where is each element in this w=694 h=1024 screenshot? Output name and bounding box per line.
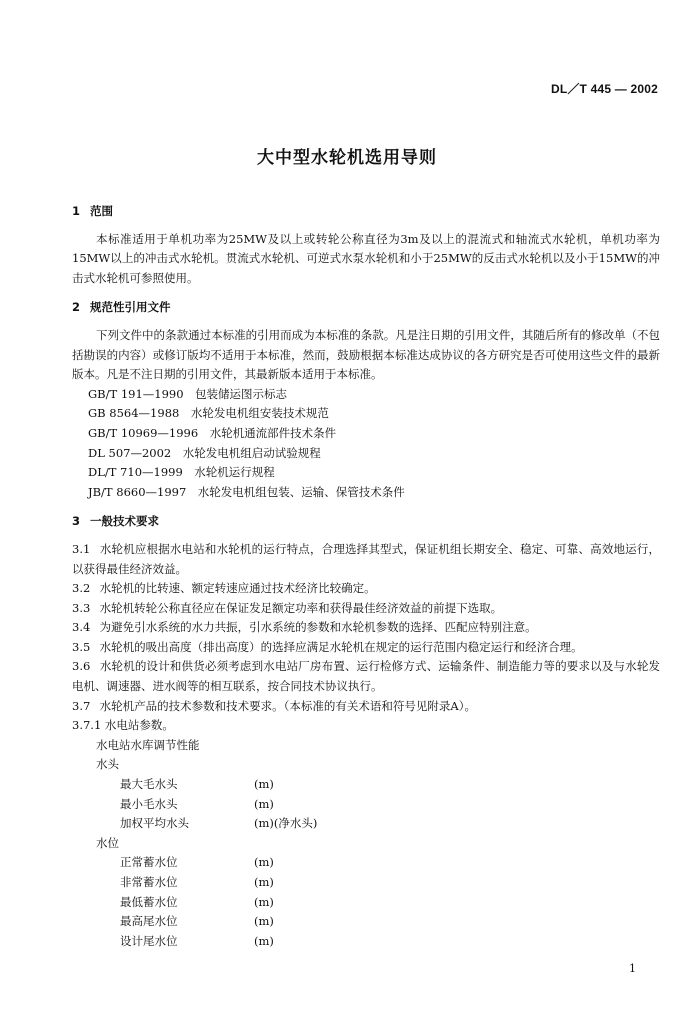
clause-3-7-1 xyxy=(72,716,660,736)
parameter-row xyxy=(72,795,660,815)
reference-item: JB/T 8660—1997 水轮发电机组包装、运输、保管技术条件 xyxy=(88,484,405,499)
parameter-label: 最小毛水头 xyxy=(120,796,178,811)
clause-number: 3.3 xyxy=(72,600,91,615)
page-title: 大中型水轮机选用导则 xyxy=(257,148,437,168)
clause-3-1 xyxy=(72,540,660,579)
section-number: 3 xyxy=(72,514,81,529)
clause-number: 3.2 xyxy=(72,581,91,596)
parameter-label: 非常蓄水位 xyxy=(120,875,178,889)
clause-text: 水轮机的比转速、额定转速应通过技术经济比较确定。 xyxy=(99,581,376,596)
clause-3-6 xyxy=(72,657,660,696)
clause-3-3 xyxy=(72,599,660,619)
clause-3-2 xyxy=(72,579,660,599)
parameter-row xyxy=(72,873,660,893)
section-2-paragraph: 下列文件中的条款通过本标准的引用而成为本标准的条款。凡是注日期的引用文件，其随后所有的修改单（不包括勘误的内容）或修订版均不适用于本标准，然而，鼓励根据本标准达成协议的各方研究是否可使用这些文件的最新版本。凡是不注日期的引用文件，其最新版本适用于本标准。 xyxy=(72,327,660,382)
reference-item: GB 8564—1988 水轮发电机组安装技术规范 xyxy=(88,406,329,421)
parameter-unit: (m)(净水头) xyxy=(254,816,318,831)
section-number: 1 xyxy=(72,204,81,218)
head-group-label: 水头 xyxy=(96,757,119,772)
parameter-unit: (m) xyxy=(254,933,274,948)
level-group-label: 水位 xyxy=(96,835,119,850)
clause-text: 水轮机应根据水电站和水轮机的运行特点，合理选择其型式，保证机组长期安全、稳定、可靠、高效地运行，以获得最佳经济效益。 xyxy=(72,541,661,576)
clause-number: 3.6 xyxy=(72,659,91,674)
section-2-heading xyxy=(72,298,660,318)
parameter-label: 正常蓄水位 xyxy=(120,855,178,870)
clause-number: 3.1 xyxy=(72,541,91,556)
section-3-heading xyxy=(72,512,660,532)
clause-3-5 xyxy=(72,638,660,658)
reference-item: GB/T 191—1990 包装储运图示标志 xyxy=(88,386,288,401)
parameter-unit: (m) xyxy=(254,894,274,909)
section-number: 2 xyxy=(72,300,81,315)
parameter-row xyxy=(72,932,660,952)
parameter-row xyxy=(72,775,660,795)
parameter-row xyxy=(72,853,660,873)
parameter-label: 最高尾水位 xyxy=(120,914,178,929)
reference-list xyxy=(72,385,660,503)
section-1-heading xyxy=(72,202,660,222)
parameter-unit: (m) xyxy=(254,855,274,870)
parameter-unit: (m) xyxy=(254,777,274,792)
section-title: 一般技术要求 xyxy=(90,514,159,529)
clause-text: 水轮机的设计和供货必须考虑到水电站厂房布置、运行检修方式、运输条件、制造能力等的要求以及与水轮发电机、调速器、进水阀等的相互联系，按合同技术协议执行。 xyxy=(72,659,661,694)
document-body xyxy=(72,200,660,951)
reference-item: GB/T 10969—1996 水轮机通流部件技术条件 xyxy=(88,425,337,440)
section-title: 范围 xyxy=(90,204,113,218)
clause-number: 3.5 xyxy=(72,639,91,654)
parameter-label: 最低蓄水位 xyxy=(120,894,178,909)
parameter-label: 加权平均水头 xyxy=(120,816,189,831)
clause-text: 为避免引水系统的水力共振，引水系统的参数和水轮机参数的选择、匹配应特别注意。 xyxy=(99,620,537,635)
parameter-unit: (m) xyxy=(254,875,274,889)
parameter-unit: (m) xyxy=(254,914,274,929)
parameter-row xyxy=(72,814,660,834)
clause-text: 水轮机产品的技术参数和技术要求。（本标准的有关术语和符号见附录A）。 xyxy=(99,698,476,713)
clause-3-4 xyxy=(72,618,660,638)
parameter-row xyxy=(72,912,660,932)
parameter-row xyxy=(72,893,660,913)
reference-item: DL 507—2002 水轮发电机组启动试验规程 xyxy=(88,445,321,460)
parameter-unit: (m) xyxy=(254,796,274,811)
parameter-label: 最大毛水头 xyxy=(120,777,178,792)
parameter-label: 设计尾水位 xyxy=(120,933,178,948)
section-title: 规范性引用文件 xyxy=(90,300,171,315)
document-code: DL／T 445 — 2002 xyxy=(550,82,658,96)
clause-text: 水轮机的吸出高度（排出高度）的选择应满足水轮机在规定的运行范围内稳定运行和经济合理。 xyxy=(99,639,583,654)
section-1-paragraph: 本标准适用于单机功率为25MW及以上或转轮公称直径为3m及以上的混流式和轴流式水轮机，单机功率为15MW以上的冲击式水轮机。贯流式水轮机、可逆式水泵水轮机和小于25MW的反击式水轮机以及小于15MW的冲击式水轮机可参照使用。 xyxy=(72,231,660,285)
page-number: 1 xyxy=(629,962,636,975)
clause-3-7 xyxy=(72,697,660,717)
reference-item: DL/T 710—1999 水轮机运行规程 xyxy=(88,465,275,480)
reservoir-regulation-label: 水电站水库调节性能 xyxy=(96,737,200,752)
clause-text: 水轮机转轮公称直径应在保证发足额定功率和获得最佳经济效益的前提下选取。 xyxy=(99,600,503,615)
clause-text: 水电站参数。 xyxy=(104,718,174,733)
clause-number: 3.4 xyxy=(72,620,91,635)
clause-number: 3.7.1 xyxy=(72,718,102,733)
clause-number: 3.7 xyxy=(72,698,91,713)
